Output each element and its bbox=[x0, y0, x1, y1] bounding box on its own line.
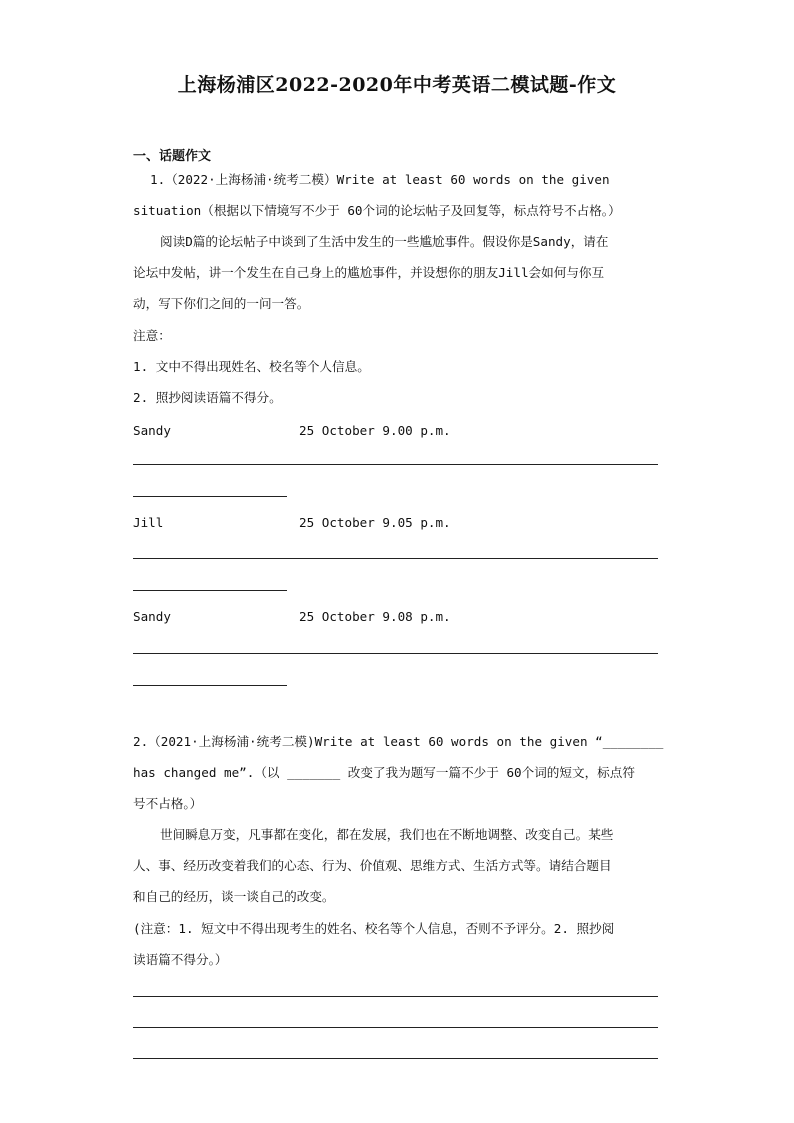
answer-line-short bbox=[133, 496, 287, 497]
answer-line bbox=[133, 1058, 658, 1059]
q1-note-label: 注意： bbox=[133, 328, 171, 343]
q1-note-1: 1. 文中不得出现姓名、校名等个人信息。 bbox=[133, 359, 370, 374]
answer-line-short bbox=[133, 685, 287, 686]
q1-note-2: 2. 照抄阅读语篇不得分。 bbox=[133, 390, 282, 405]
q1-prompt-line2: situation（根据以下情境写不少于 60个词的论坛帖子及回复等，标点符号不占格。） bbox=[133, 203, 621, 218]
q1-paragraph-line3: 动，写下你们之间的一问一答。 bbox=[133, 296, 310, 311]
q1-prompt-line1: 1.（2022·上海杨浦·统考二模）Write at least 60 words on the given bbox=[150, 172, 610, 187]
answer-line bbox=[133, 558, 658, 559]
post-author: Sandy bbox=[133, 423, 171, 438]
answer-line bbox=[133, 1027, 658, 1028]
q2-note-line1: (注意：1. 短文中不得出现考生的姓名、校名等个人信息，否则不予评分。2. 照抄阅 bbox=[133, 921, 615, 936]
q2-note-line2: 读语篇不得分。） bbox=[133, 952, 228, 967]
post-timestamp: 25 October 9.00 p.m. bbox=[299, 423, 451, 438]
q2-paragraph-line2: 人、事、经历改变着我们的心态、行为、价值观、思维方式、生活方式等。请结合题目 bbox=[133, 858, 612, 873]
answer-line bbox=[133, 653, 658, 654]
q2-prompt-line3: 号不占格。） bbox=[133, 796, 203, 811]
q1-paragraph-line2: 论坛中发帖，讲一个发生在自己身上的尴尬事件，并设想你的朋友Jill会如何与你互 bbox=[133, 265, 605, 280]
post-timestamp: 25 October 9.08 p.m. bbox=[299, 609, 451, 624]
q2-paragraph-line3: 和自己的经历，谈一谈自己的改变。 bbox=[133, 889, 335, 904]
q2-prompt-line2: has changed me”.（以 _______ 改变了我为题写一篇不少于 60个词的短文，标点符 bbox=[133, 765, 635, 780]
answer-line-short bbox=[133, 590, 287, 591]
post-timestamp: 25 October 9.05 p.m. bbox=[299, 515, 451, 530]
answer-line bbox=[133, 464, 658, 465]
q2-prompt-line1: 2.（2021·上海杨浦·统考二模)Write at least 60 words on the given “________ bbox=[133, 734, 664, 749]
page-title: 上海杨浦区2022-2020年中考英语二模试题-作文 bbox=[177, 74, 617, 96]
answer-line bbox=[133, 996, 658, 997]
section-heading: 一、话题作文 bbox=[133, 149, 212, 164]
post-author: Jill bbox=[133, 515, 164, 530]
post-author: Sandy bbox=[133, 609, 171, 624]
q2-paragraph-line1: 世间瞬息万变，凡事都在变化，都在发展，我们也在不断地调整、改变自己。某些 bbox=[160, 827, 614, 842]
q1-paragraph-line1: 阅读D篇的论坛帖子中谈到了生活中发生的一些尴尬事件。假设你是Sandy，请在 bbox=[160, 234, 609, 249]
